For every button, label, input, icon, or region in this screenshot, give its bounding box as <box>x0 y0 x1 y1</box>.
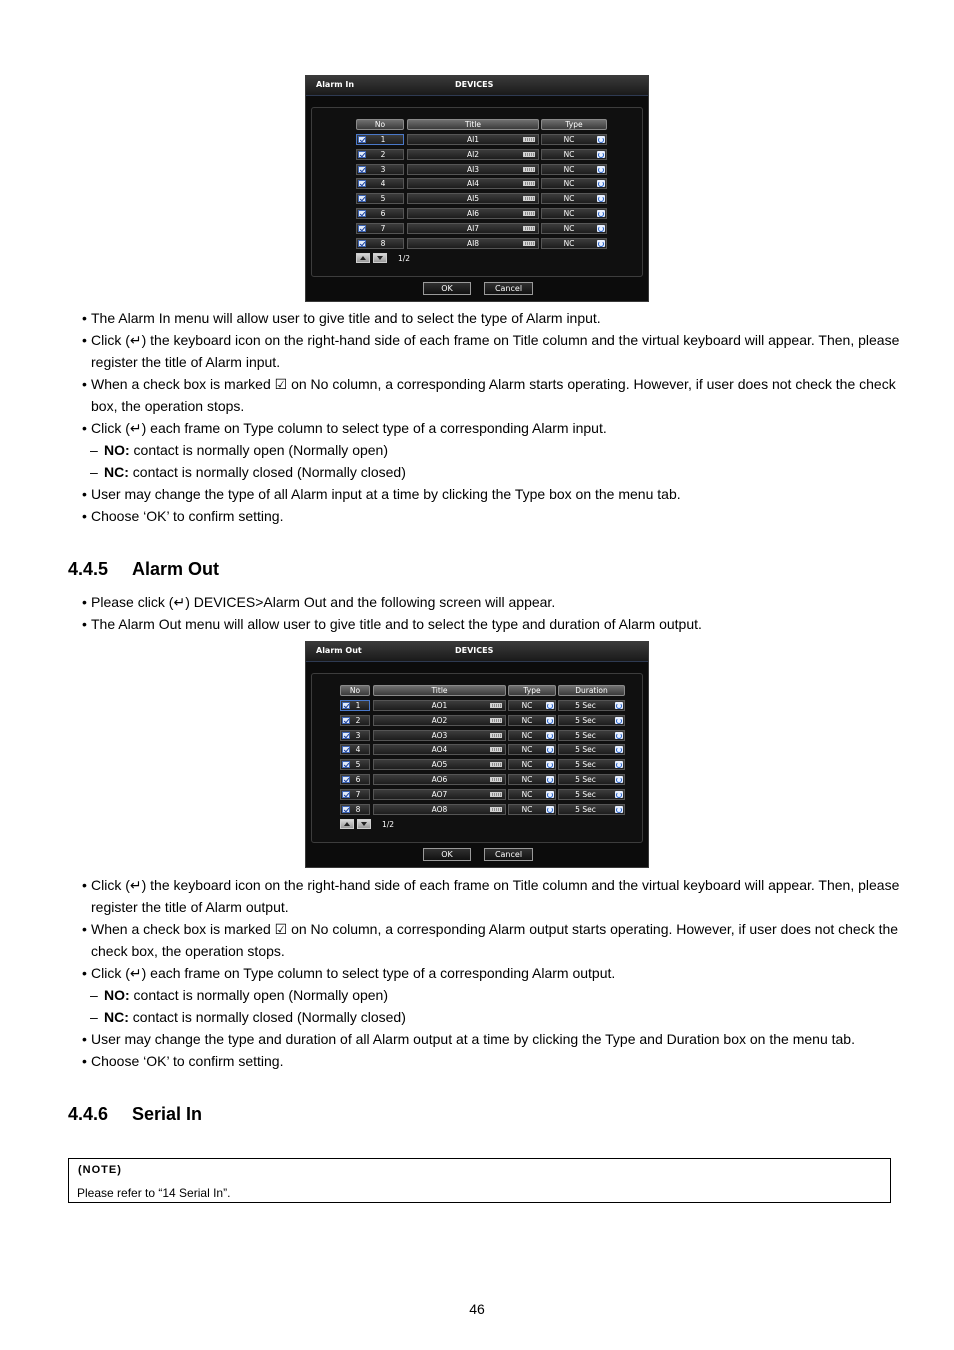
header-no[interactable]: No <box>340 685 370 696</box>
table-row <box>306 223 650 234</box>
checkbox[interactable] <box>342 746 350 753</box>
header-title: Title <box>407 119 539 130</box>
type-cell[interactable] <box>508 759 556 770</box>
title-cell[interactable] <box>407 178 539 189</box>
duration-cell[interactable] <box>558 774 625 785</box>
type-value: NC <box>563 194 575 204</box>
no-cell[interactable] <box>340 730 370 741</box>
type-cell[interactable] <box>541 134 607 145</box>
title-cell[interactable] <box>407 149 539 160</box>
table-row <box>306 759 650 770</box>
note-text: Please refer to “14 Serial In”. <box>77 1186 231 1200</box>
keyboard-icon[interactable] <box>523 226 535 231</box>
keyboard-icon[interactable] <box>523 181 535 186</box>
ok-button[interactable]: OK <box>423 848 471 861</box>
cycle-icon[interactable] <box>546 806 554 813</box>
type-cell[interactable] <box>541 238 607 249</box>
table-row <box>306 208 650 219</box>
checkbox[interactable] <box>342 776 350 783</box>
menu-title: Alarm In <box>316 80 355 89</box>
section-title: DEVICES <box>455 80 494 89</box>
ok-button[interactable]: OK <box>423 282 471 295</box>
type-value: NC <box>521 789 533 799</box>
header-title: Title <box>373 685 506 696</box>
type-cell[interactable] <box>541 149 607 160</box>
row-number: 2 <box>355 715 361 725</box>
keyboard-icon[interactable] <box>490 792 502 797</box>
cycle-icon[interactable] <box>597 210 605 217</box>
page-up-button[interactable] <box>340 819 354 829</box>
cycle-icon[interactable] <box>615 776 623 783</box>
alarm-out-description <box>80 874 900 1072</box>
keyboard-icon[interactable] <box>490 703 502 708</box>
table-row <box>306 178 650 189</box>
type-value: NC <box>563 179 575 189</box>
page-indicator: 1/2 <box>398 254 411 263</box>
keyboard-icon[interactable] <box>523 241 535 246</box>
header-type[interactable]: Type <box>508 685 556 696</box>
keyboard-icon[interactable] <box>490 762 502 767</box>
cycle-icon[interactable] <box>597 151 605 158</box>
bullet: • When a check box is marked ☑ on No column, a corresponding Alarm starts operating. However, if user does not check the check box, the operation stops. <box>80 373 900 417</box>
row-number: 1 <box>380 135 386 144</box>
keyboard-icon[interactable] <box>523 196 535 201</box>
duration-value: 5 Sec <box>575 730 596 740</box>
bullet: • Click (↵) each frame on Type column to select type of a corresponding Alarm output. <box>80 962 900 984</box>
cycle-icon[interactable] <box>597 136 605 143</box>
row-number: 6 <box>355 775 361 784</box>
cycle-icon[interactable] <box>546 702 554 709</box>
checkbox[interactable] <box>358 136 366 143</box>
no-cell[interactable] <box>356 223 404 234</box>
cycle-icon[interactable] <box>546 732 554 739</box>
section-title: Serial In <box>132 1104 203 1124</box>
no-cell[interactable] <box>356 208 404 219</box>
title-value: AO6 <box>431 775 448 784</box>
row-number: 3 <box>380 164 386 174</box>
type-value: NC <box>521 760 533 770</box>
row-number: 5 <box>355 760 361 770</box>
keyboard-icon[interactable] <box>523 152 535 157</box>
type-value: NC <box>521 775 533 784</box>
header-type[interactable]: Type <box>541 119 607 130</box>
duration-cell[interactable] <box>558 730 625 741</box>
definition: contact is normally closed (Normally closed) <box>128 464 406 480</box>
cycle-icon[interactable] <box>615 702 623 709</box>
table-row <box>306 700 650 711</box>
bullet: • Choose ‘OK’ to confirm setting. <box>80 1050 900 1072</box>
table-row <box>306 164 650 175</box>
type-cell[interactable] <box>508 804 556 815</box>
title-cell[interactable] <box>373 700 506 711</box>
title-cell[interactable] <box>373 804 506 815</box>
no-cell[interactable] <box>356 149 404 160</box>
checkbox[interactable] <box>342 761 350 768</box>
checkbox[interactable] <box>358 240 366 247</box>
no-cell[interactable] <box>340 804 370 815</box>
cycle-icon[interactable] <box>597 240 605 247</box>
header-duration[interactable]: Duration <box>558 685 625 696</box>
duration-cell[interactable] <box>558 789 625 800</box>
keyboard-icon[interactable] <box>523 137 535 142</box>
bullet: • Click (↵) the keyboard icon on the right-hand side of each frame on Title column and the virtual keyboard will appear. Then, please register the title of Alarm input. <box>80 329 900 373</box>
section-title: Alarm Out <box>132 559 220 579</box>
definition: contact is normally open (Normally open) <box>129 442 389 458</box>
title-value: AO4 <box>431 745 448 755</box>
alarm-out-intro <box>80 591 900 635</box>
no-cell[interactable] <box>356 178 404 189</box>
row-number: 3 <box>355 730 361 740</box>
alarm-in-description <box>80 307 900 527</box>
no-cell[interactable] <box>340 774 370 785</box>
no-cell[interactable] <box>356 134 404 145</box>
title-value: AI4 <box>466 179 480 189</box>
note-box <box>68 1158 891 1203</box>
cancel-button[interactable]: Cancel <box>484 282 533 295</box>
duration-value: 5 Sec <box>575 701 596 710</box>
row-number: 8 <box>355 804 361 814</box>
type-cell[interactable] <box>508 730 556 741</box>
title-cell[interactable] <box>407 238 539 249</box>
title-value: AO8 <box>431 804 448 814</box>
type-cell[interactable] <box>541 193 607 204</box>
checkbox[interactable] <box>358 151 366 158</box>
bullet: • Please click (↵) DEVICES>Alarm Out and the following screen will appear. <box>80 591 900 613</box>
no-cell[interactable] <box>340 744 370 755</box>
cancel-button[interactable]: Cancel <box>484 848 533 861</box>
table-row <box>306 804 650 815</box>
bullet: • The Alarm Out menu will allow user to give title and to select the type and duration of Alarm output. <box>80 613 900 635</box>
sub-item-no <box>80 984 900 1006</box>
title-value: AI8 <box>466 238 480 248</box>
title-value: AI7 <box>466 223 480 233</box>
bullet: • When a check box is marked ☑ on No column, a corresponding Alarm output starts operating. However, if user does not check the check box, the operation stops. <box>80 918 900 962</box>
title-cell[interactable] <box>407 134 539 145</box>
checkbox[interactable] <box>342 732 350 739</box>
title-value: AI3 <box>466 164 480 174</box>
checkbox[interactable] <box>358 225 366 232</box>
type-cell[interactable] <box>508 715 556 726</box>
title-cell[interactable] <box>407 193 539 204</box>
title-value: AO2 <box>431 715 448 725</box>
duration-cell[interactable] <box>558 700 625 711</box>
section-heading-alarm-out <box>68 559 219 580</box>
type-value: NC <box>521 745 533 755</box>
title-value: AO7 <box>431 789 448 799</box>
type-cell[interactable] <box>508 774 556 785</box>
section-number: 4.4.5 <box>68 559 109 579</box>
duration-cell[interactable] <box>558 715 625 726</box>
type-cell[interactable] <box>541 223 607 234</box>
row-number: 7 <box>355 789 361 799</box>
cycle-icon[interactable] <box>615 746 623 753</box>
checkbox[interactable] <box>342 791 350 798</box>
page-up-button[interactable] <box>356 253 370 263</box>
keyboard-icon[interactable] <box>523 211 535 216</box>
checkbox[interactable] <box>342 806 350 813</box>
type-value: NC <box>563 149 575 159</box>
cycle-icon[interactable] <box>615 791 623 798</box>
keyboard-icon[interactable] <box>490 718 502 723</box>
definition: contact is normally closed (Normally closed) <box>128 1009 406 1025</box>
type-value: NC <box>521 715 533 725</box>
title-value: AI2 <box>466 149 480 159</box>
type-value: NC <box>521 701 533 710</box>
table-row <box>306 730 650 741</box>
duration-value: 5 Sec <box>575 789 596 799</box>
keyboard-icon[interactable] <box>490 777 502 782</box>
duration-cell[interactable] <box>558 804 625 815</box>
checkbox[interactable] <box>358 195 366 202</box>
cycle-icon[interactable] <box>546 746 554 753</box>
type-cell[interactable] <box>541 208 607 219</box>
table-row <box>306 238 650 249</box>
type-cell[interactable] <box>508 744 556 755</box>
title-value: AI1 <box>466 135 480 144</box>
title-cell[interactable] <box>407 164 539 175</box>
cycle-icon[interactable] <box>615 806 623 813</box>
section-title: DEVICES <box>455 646 494 655</box>
type-cell[interactable] <box>508 700 556 711</box>
type-cell[interactable] <box>508 789 556 800</box>
alarm-in-screen <box>305 75 649 302</box>
no-cell[interactable] <box>340 700 370 711</box>
settings-frame <box>311 673 643 843</box>
settings-frame <box>311 107 643 277</box>
section-number: 4.4.6 <box>68 1104 109 1124</box>
table-row <box>306 149 650 160</box>
table-row <box>306 774 650 785</box>
cycle-icon[interactable] <box>597 225 605 232</box>
cycle-icon[interactable] <box>615 761 623 768</box>
row-number: 2 <box>380 149 386 159</box>
title-cell[interactable] <box>373 759 506 770</box>
bullet: • User may change the type of all Alarm input at a time by clicking the Type box on the menu tab. <box>80 483 900 505</box>
row-number: 1 <box>355 701 361 710</box>
keyboard-icon[interactable] <box>490 807 502 812</box>
table-row <box>306 134 650 145</box>
bullet: • Choose ‘OK’ to confirm setting. <box>80 505 900 527</box>
type-value: NC <box>521 730 533 740</box>
term: NO: <box>104 442 130 458</box>
cycle-icon[interactable] <box>615 717 623 724</box>
checkbox[interactable] <box>358 180 366 187</box>
duration-cell[interactable] <box>558 744 625 755</box>
title-cell[interactable] <box>373 789 506 800</box>
page-down-button[interactable] <box>357 819 371 829</box>
note-heading: (NOTE) <box>78 1164 122 1176</box>
title-value: AO5 <box>431 760 448 770</box>
sub-item-nc <box>80 1006 900 1028</box>
row-number: 5 <box>380 194 386 204</box>
sub-item-no <box>80 439 900 461</box>
section-heading-serial-in <box>68 1104 202 1125</box>
term: NC: <box>104 1009 129 1025</box>
no-cell[interactable] <box>340 789 370 800</box>
row-number: 4 <box>355 745 361 755</box>
title-value: AI6 <box>466 209 480 218</box>
sub-item-nc <box>80 461 900 483</box>
duration-value: 5 Sec <box>575 760 596 770</box>
term: NO: <box>104 987 130 1003</box>
type-value: NC <box>563 135 575 144</box>
keyboard-icon[interactable] <box>523 167 535 172</box>
type-value: NC <box>563 238 575 248</box>
table-row <box>306 193 650 204</box>
title-bar <box>306 642 648 662</box>
type-value: NC <box>563 164 575 174</box>
type-cell[interactable] <box>541 164 607 175</box>
no-cell[interactable] <box>356 164 404 175</box>
menu-title: Alarm Out <box>316 646 362 655</box>
title-cell[interactable] <box>407 208 539 219</box>
cycle-icon[interactable] <box>546 776 554 783</box>
cycle-icon[interactable] <box>597 180 605 187</box>
no-cell[interactable] <box>356 238 404 249</box>
cycle-icon[interactable] <box>546 791 554 798</box>
type-value: NC <box>521 804 533 814</box>
cycle-icon[interactable] <box>615 732 623 739</box>
keyboard-icon[interactable] <box>490 747 502 752</box>
keyboard-icon[interactable] <box>490 733 502 738</box>
definition: contact is normally open (Normally open) <box>129 987 389 1003</box>
header-no[interactable]: No <box>356 119 404 130</box>
bullet: • Click (↵) each frame on Type column to select type of a corresponding Alarm input. <box>80 417 900 439</box>
type-cell[interactable] <box>541 178 607 189</box>
title-cell[interactable] <box>373 715 506 726</box>
alarm-out-screen <box>305 641 649 868</box>
title-cell[interactable] <box>373 774 506 785</box>
page-indicator: 1/2 <box>382 820 395 829</box>
title-cell[interactable] <box>373 744 506 755</box>
cycle-icon[interactable] <box>546 761 554 768</box>
row-number: 6 <box>380 209 386 218</box>
checkbox[interactable] <box>358 210 366 217</box>
table-row <box>306 789 650 800</box>
title-cell[interactable] <box>373 730 506 741</box>
page-down-button[interactable] <box>373 253 387 263</box>
bullet: • Click (↵) the keyboard icon on the right-hand side of each frame on Title column and the virtual keyboard will appear. Then, please register the title of Alarm output. <box>80 874 900 918</box>
cycle-icon[interactable] <box>546 717 554 724</box>
duration-value: 5 Sec <box>575 715 596 725</box>
title-value: AI5 <box>466 194 480 204</box>
no-cell[interactable] <box>340 759 370 770</box>
title-bar <box>306 76 648 96</box>
title-value: AO3 <box>431 730 448 740</box>
duration-value: 5 Sec <box>575 804 596 814</box>
row-number: 8 <box>380 238 386 248</box>
no-cell[interactable] <box>340 715 370 726</box>
duration-value: 5 Sec <box>575 745 596 755</box>
type-value: NC <box>563 223 575 233</box>
bullet: • The Alarm In menu will allow user to give title and to select the type of Alarm input. <box>80 307 900 329</box>
duration-value: 5 Sec <box>575 775 596 784</box>
term: NC: <box>104 464 129 480</box>
cycle-icon[interactable] <box>597 166 605 173</box>
type-value: NC <box>563 209 575 218</box>
no-cell[interactable] <box>356 193 404 204</box>
checkbox[interactable] <box>358 166 366 173</box>
table-row <box>306 744 650 755</box>
row-number: 4 <box>380 179 386 189</box>
title-value: AO1 <box>431 701 448 710</box>
table-row <box>306 715 650 726</box>
duration-cell[interactable] <box>558 759 625 770</box>
row-number: 7 <box>380 223 386 233</box>
checkbox[interactable] <box>342 717 350 724</box>
checkbox[interactable] <box>342 702 350 709</box>
title-cell[interactable] <box>407 223 539 234</box>
page-number: 46 <box>469 1301 485 1317</box>
bullet: • User may change the type and duration of all Alarm output at a time by clicking the Type and Duration box on the menu tab. <box>80 1028 900 1050</box>
cycle-icon[interactable] <box>597 195 605 202</box>
